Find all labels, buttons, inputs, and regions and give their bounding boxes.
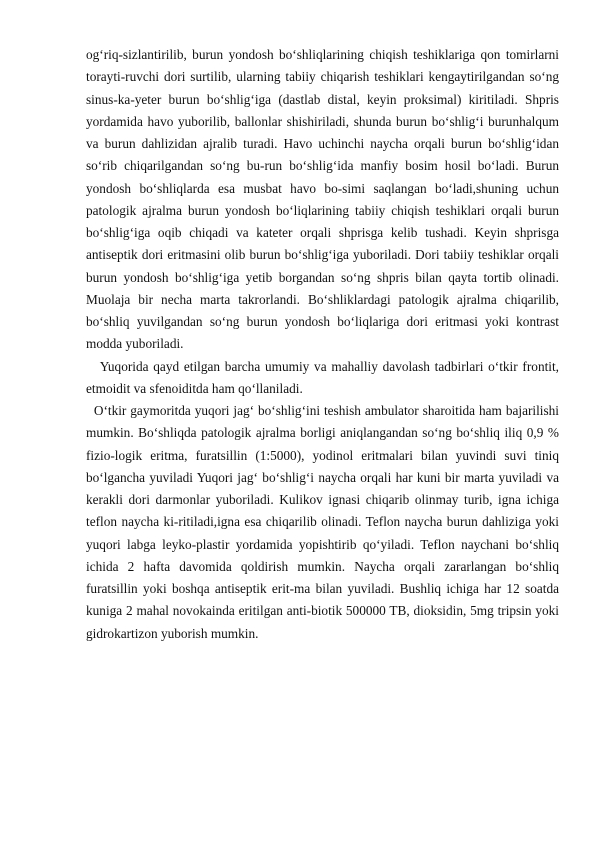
document-page xyxy=(86,44,559,645)
paragraph-text: O‘tkir gaymoritda yuqori jag‘ bo‘shlig‘ini teshish ambulator sharoitida ham bajarilishi mumkin. Bo‘shliqda patologik ajralma borligi aniqlangandan so‘ng bo‘shliq iliq 0,9 % fizio-logik eritma, furatsillin (1:5000), yodinol eritmalari bilan yuvindi suvi tiniq bo‘lgancha yuviladi Yuqori jag‘ bo‘shlig‘i naycha orqali har kuni bir marta yuviladi va kerakli dori darmonlar yuboriladi. Kulikov ignasi chiqarib olinmay turib, igna ichiga teflon naycha ki-ritiladi,igna esa chiqarilib olinadi. Teflon naycha burun dahliziga yoki yuqori labga leyko-plastir yordamida yopishtirib qo‘yiladi. Teflon naychani bo‘shliq ichida 2 hafta davomida qoldirish mumkin. Naycha orqali zararlangan bo‘shliq furatsillin yoki boshqa antiseptik erit-ma bilan yuviladi. Bushliq ichiga har 12 soatda kuniga 2 mahal novokainda eritilgan anti-biotik 500000 TB, dioksidin, 5mg tripsin yoki gidrokartizon yuborish mumkin. xyxy=(86,403,559,641)
paragraph-acute-sinusitis-puncture xyxy=(86,400,559,645)
paragraph-text: og‘riq-sizlantirilib, burun yondosh bo‘shliqlarining chiqish teshiklariga qon tomirlarni torayti-ruvchi dori surtilib, ularning tabiiy chiqarish teshiklari kengaytirilgandan so‘ng sinus-ka-yeter burun bo‘shlig‘iga (dastlab distal, keyin proksimal) kiritiladi. Shpris yordamida havo yuborilib, ballonlar shishiriladi, shunda burun bo‘shlig‘i burunhalqum va burun dahlizidan ajralib turadi. Havo uchinchi naycha orqali burun bo‘shlig‘idan so‘rib chiqarilgandan so‘ng bu-run bo‘shlig‘ida manfiy bosim hosil bo‘ladi. Burun yondosh bo‘shliqlarda esa musbat havo bo-simi saqlangan bo‘ladi,shuning uchun patologik ajralma burun yondosh bo‘liqlarining tabiiy chiqish teshiklari orqali burun bo‘shlig‘iga oqib chiqadi va kateter orqali shprisga kelib tushadi. Keyin shprisga antiseptik dori eritmasini olib burun bo‘shlig‘iga yuboriladi. Dori tabiiy teshiklar orqali burun yondosh bo‘shlig‘iga yetib borgandan so‘ng shpris bilan qayta tortib olinadi. Muolaja bir necha marta takrorlandi. Bo‘shliklardagi patologik ajralma chiqarilib, bo‘shliq yuvilgandan so‘ng burun yondosh bo‘liqlariga dori eritmasi yoki kontrast modda yuboriladi. xyxy=(86,47,559,352)
paragraph-text: Yuqorida qayd etilgan barcha umumiy va mahalliy davolash tadbirlari o‘tkir frontit, etmoidit va sfenoiditda ham qo‘llaniladi. xyxy=(86,358,559,396)
paragraph-nasal-catheter-procedure xyxy=(86,44,559,356)
paragraph-general-treatment-note xyxy=(86,356,559,401)
paragraph-indent xyxy=(86,403,94,418)
paragraph-indent xyxy=(86,359,100,374)
